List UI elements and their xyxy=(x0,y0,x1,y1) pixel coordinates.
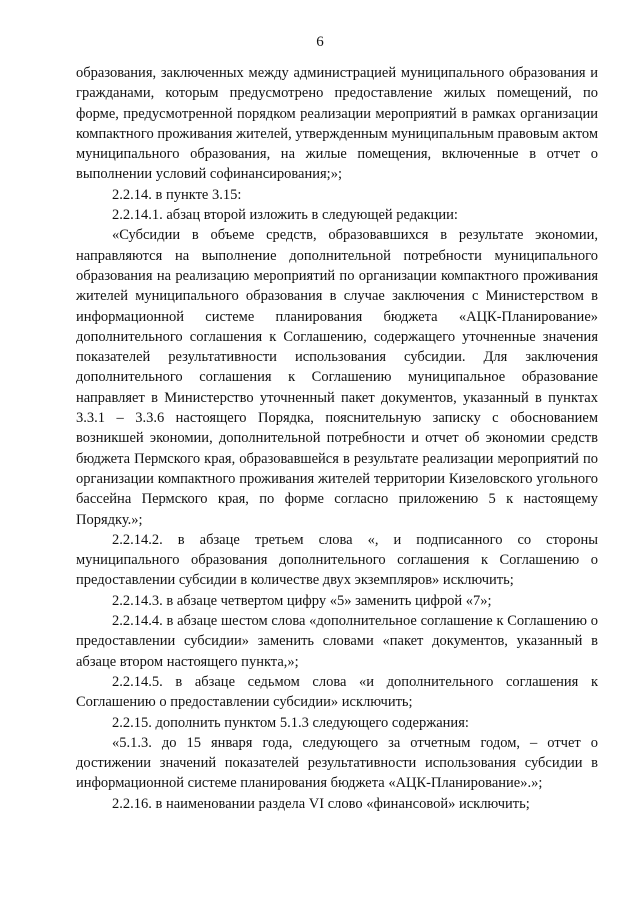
paragraph-2-2-16: 2.2.16. в наименовании раздела VI слово «финансовой» исключить; xyxy=(112,795,530,812)
paragraph-subsidy-text: «Субсидии в объеме средств, образовавшихся в результате экономии, направляются на выполнение дополнительной потребности муниципального образования на реализацию мероприятий по организации компактного проживания жителей муниципального образования в случае заключения с Министерством в информационной системе планирования бюджета «АЦК-Планирование» дополнительного соглашения к Соглашению, содержащего уточненные значения показателей результативности использования субсидии. Для заключения дополнительного соглашения к Соглашению муниципальное образование направляет в Министерство уточненный пакет документов, указанный в пунктах 3.3.1 – 3.3.6 настоящего Порядка, пояснительную записку с обоснованием возникшей экономии, дополнительной потребности и отчет об экономии средств бюджета Пермского края, образовавшейся в результате реализации мероприятий по организации компактного проживания жителей территории Кизеловского угольного бассейна Пермского края, по форме согласно приложению 5 к настоящему Порядку.»; xyxy=(76,227,598,528)
paragraph-5-1-3: «5.1.3. до 15 января года, следующего за отчетным годом, – отчет о достижении значений показателей результативности использования субсидии в информационной системе планирования бюджета «АЦК-Планирование».»; xyxy=(76,734,598,792)
paragraph-2-2-14-1: 2.2.14.1. абзац второй изложить в следующей редакции: xyxy=(112,207,458,224)
paragraph-intro-continuation: образования, заключенных между администрацией муниципального образования и гражданами, которым предусмотрено предоставление жилых помещений, по форме, предусмотренной порядком реализации мероприятий в рамках организации компактного проживания жителей, утвержденным муниципальным правовым актом муниципального образования, на жилые помещения, включенные в отчет о выполнении условий софинансирования;»; xyxy=(76,65,598,183)
paragraph-2-2-15: 2.2.15. дополнить пунктом 5.1.3 следующего содержания: xyxy=(112,714,469,731)
paragraph-2-2-14-5: 2.2.14.5. в абзаце седьмом слова «и дополнительного соглашения к Соглашению о предоставлении субсидии» исключить; xyxy=(76,673,598,711)
document-body xyxy=(76,63,598,814)
paragraph-2-2-14-4: 2.2.14.4. в абзаце шестом слова «дополнительное соглашение к Соглашению о предоставлении субсидии» заменить словами «пакет документов, указанный в абзаце втором настоящего пункта,»; xyxy=(76,613,598,670)
paragraph-2-2-14-2: 2.2.14.2. в абзаце третьем слова «, и подписанного со стороны муниципального образования дополнительного соглашения к Соглашению о предоставлении субсидии в количестве двух экземпляров» исключить; xyxy=(76,531,598,589)
paragraph-2-2-14: 2.2.14. в пункте 3.15: xyxy=(112,186,242,203)
paragraph-2-2-14-3: 2.2.14.3. в абзаце четвертом цифру «5» заменить цифрой «7»; xyxy=(112,592,492,609)
page-number: 6 xyxy=(316,34,324,50)
